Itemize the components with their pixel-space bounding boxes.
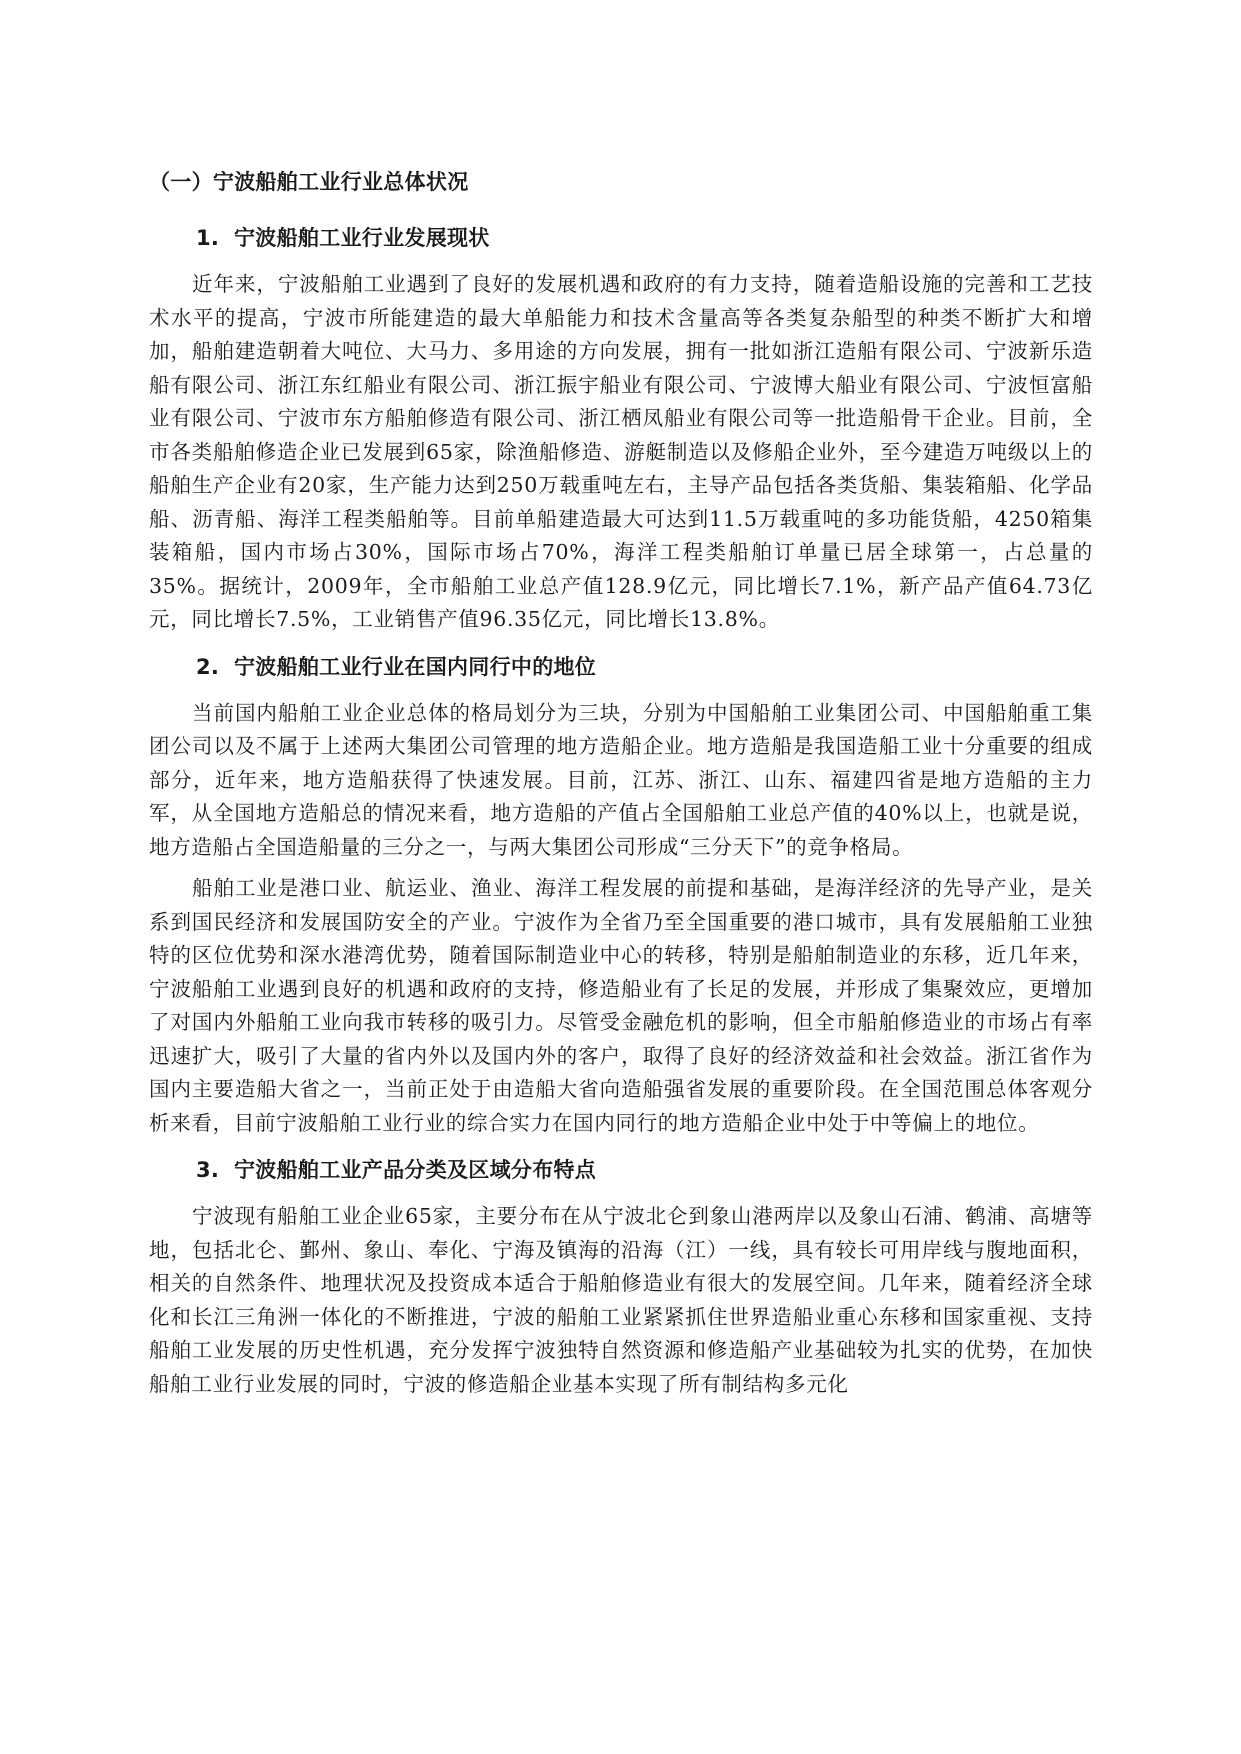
paragraph: 近年来，宁波船舶工业遇到了良好的发展机遇和政府的有力支持，随着造船设施的完善和工艺技术水平的提高，宁波市所能建造的最大单船能力和技术含量高等各类复杂船型的种类不断扩大和增加，船舶建造朝着大吨位、大马力、多用途的方向发展，拥有一批如浙江造船有限公司、宁波新乐造船有限公司、浙江东红船业有限公司、浙江振宇船业有限公司、宁波博大船业有限公司、宁波恒富船业有限公司、宁波市东方船舶修造有限公司、浙江栖凤船业有限公司等一批造船骨干企业。目前，全市各类船舶修造企业已发展到65家，除渔船修造、游艇制造以及修船企业外，至今建造万吨级以上的船舶生产企业有20家，生产能力达到250万载重吨左右，主导产品包括各类货船、集装箱船、化学品船、沥青船、海洋工程类船舶等。目前单船建造最大可达到11.5万载重吨的多功能货船，4250箱集装箱船，国内市场占30%，国际市场占70%，海洋工程类船舶订单量已居全球第一，占总量的35%。据统计，2009年，全市船舶工业总产值128.9亿元，同比增长7.1%，新产品产值64.73亿元，同比增长7.5%，工业销售产值96.35亿元，同比增长13.8%。 (149, 272, 1093, 631)
section-title: （一）宁波船舶工业行业总体状况 (149, 170, 469, 194)
subsection-heading (149, 216, 1093, 260)
subsection-heading (149, 1148, 1093, 1192)
subsection-title: 宁波船舶工业行业在国内同行中的地位 (234, 654, 597, 679)
subsection-title: 宁波船舶工业产品分类及区域分布特点 (234, 1158, 597, 1182)
subsection-domestic-position (149, 645, 1093, 1141)
paragraph: 船舶工业是港口业、航运业、渔业、海洋工程发展的前提和基础，是海洋经济的先导产业，是关系到国民经济和发展国防安全的产业。宁波作为全省乃至全国重要的港口城市，具有发展船舶工业独特的区位优势和深水港湾优势，随着国际制造业中心的转移，特别是船舶制造业的东移，近几年来，宁波船舶工业遇到良好的机遇和政府的支持，修造船业有了长足的发展，并形成了集聚效应，更增加了对国内外船舶工业向我市转移的吸引力。尽管受金融危机的影响，但全市船舶修造业的市场占有率迅速扩大，吸引了大量的省内外以及国内外的客户，取得了良好的经济效益和社会效益。浙江省作为国内主要造船大省之一，当前正处于由造船大省向造船强省发展的重要阶段。在全国范围总体客观分析来看，目前宁波船舶工业行业的综合实力在国内同行的地方造船企业中处于中等偏上的地位。 (149, 876, 1093, 1135)
subsection-number: 1. (196, 226, 220, 250)
subsection-product-distribution (149, 1148, 1093, 1401)
paragraph: 宁波现有船舶工业企业65家，主要分布在从宁波北仑到象山港两岸以及象山石浦、鹤浦、高塘等地，包括北仑、鄞州、象山、奉化、宁海及镇海的沿海（江）一线，具有较长可用岸线与腹地面积，相关的自然条件、地理状况及投资成本适合于船舶修造业有很大的发展空间。几年来，随着经济全球化和长江三角洲一体化的不断推进，宁波的船舶工业紧紧抓住世界造船业重心东移和国家重视、支持船舶工业发展的历史性机遇，充分发挥宁波独特自然资源和修造船产业基础较为扎实的优势，在加快船舶工业行业发展的同时，宁波的修造船企业基本实现了所有制结构多元化 (149, 1204, 1093, 1396)
subsection-number: 3. (196, 1158, 220, 1182)
subsection-heading (149, 645, 1093, 689)
document-page (149, 160, 1093, 1409)
paragraph: 当前国内船舶工业企业总体的格局划分为三块，分别为中国船舶工业集团公司、中国船舶重工集团公司以及不属于上述两大集团公司管理的地方造船企业。地方造船是我国造船工业十分重要的组成部分，近年来，地方造船获得了快速发展。目前，江苏、浙江、山东、福建四省是地方造船的主力军，从全国地方造船总的情况来看，地方造船的产值占全国船舶工业总产值的40%以上，也就是说，地方造船占全国造船量的三分之一，与两大集团公司形成“三分天下”的竞争格局。 (149, 700, 1093, 859)
subsection-development-status (149, 216, 1093, 637)
subsection-title: 宁波船舶工业行业发展现状 (234, 226, 490, 250)
subsection-number: 2. (196, 654, 220, 679)
